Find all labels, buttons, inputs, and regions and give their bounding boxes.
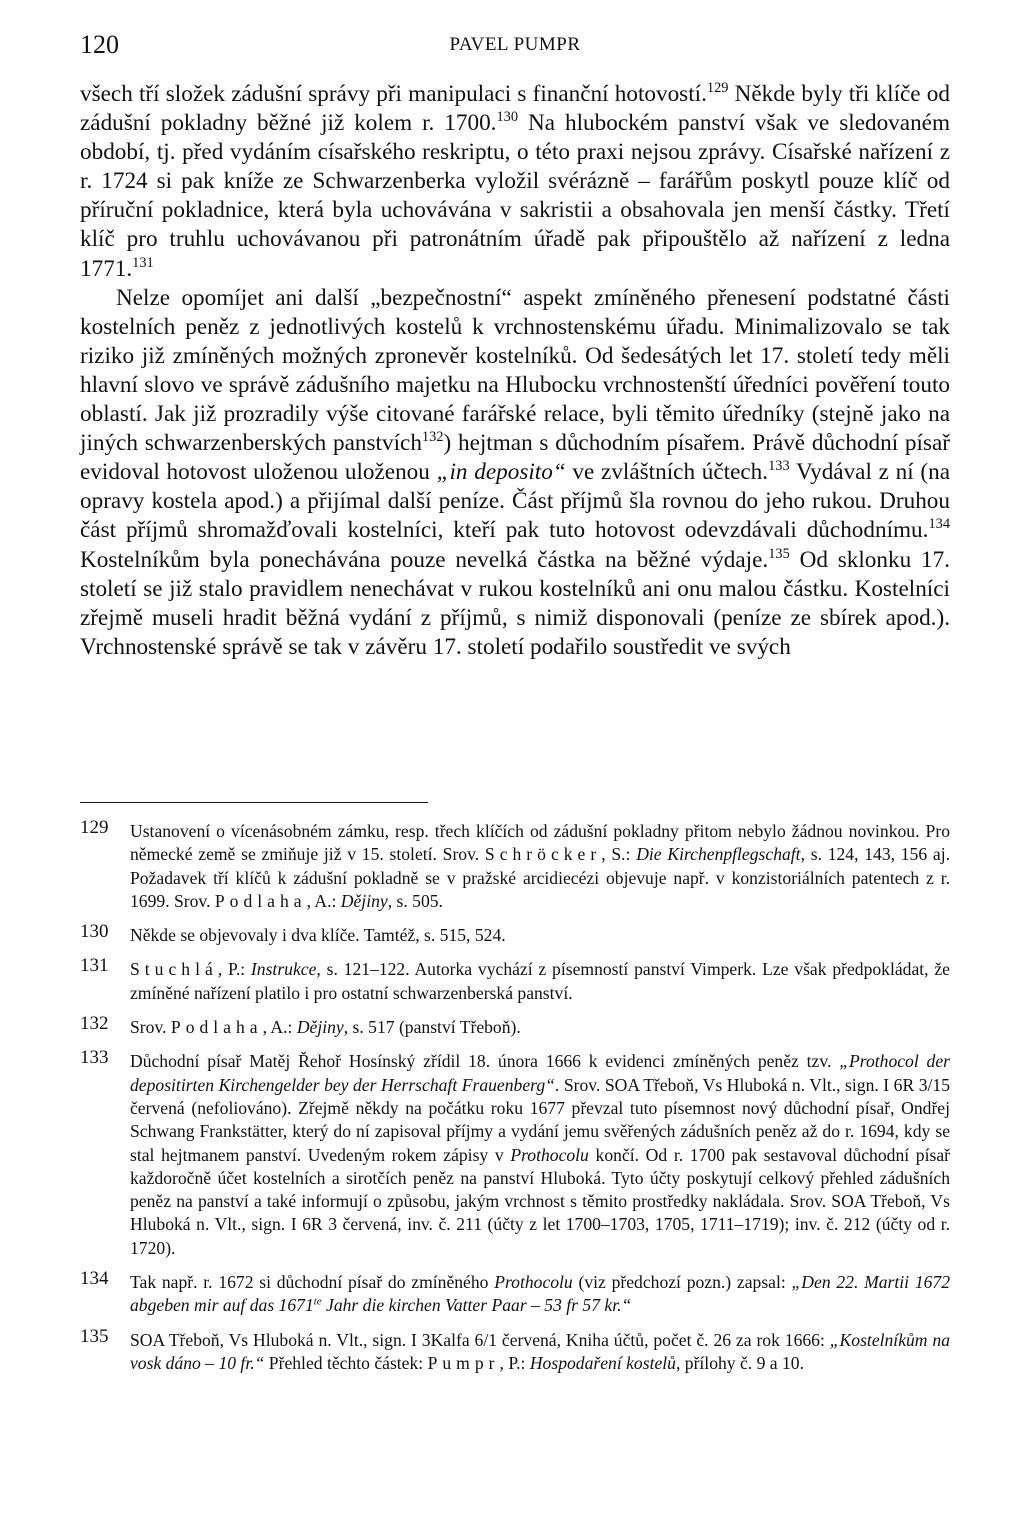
page-number: 120 (80, 30, 119, 59)
text-run: , A.: (306, 890, 341, 911)
text-run: Důchodní písař Matěj Řehoř Hosínský zřídil 18. února 1666 k evidenci zmíněných peněz tzv. (130, 1051, 840, 1072)
italic-quote: „Kostelníkům na vosk dáno – 10 fr.“ (130, 1329, 950, 1373)
footnote-ref: 134 (928, 516, 950, 533)
author-name: Pumpr (427, 1352, 500, 1373)
footnote-number: 133 (80, 1047, 109, 1069)
text-run: , přílohy č. 9 a 10. (675, 1352, 804, 1373)
text-run: Někde byly tři klíče od zádušní pokladny běžné již kolem r. 1700. (80, 81, 950, 137)
text-run: Někde se objevovaly i dva klíče. Tamtéž, s. 515, 524. (130, 925, 506, 946)
footnote-text (130, 958, 950, 1005)
body-text (80, 80, 950, 662)
footnote-ref: 133 (768, 458, 790, 475)
italic-title: „Prothocol der depositirten Kirchengelder bey der Herrschaft Frauenberg“ (130, 1051, 951, 1095)
text-run: Ustanovení o vícenásobném zámku, resp. třech klíčích od zádušní pokladny přitom nebylo žádnou novinkou. Pro německé země se zmiňuje již v 15. století. Srov. (130, 821, 950, 865)
text-run: , s. 124, 143, 156 aj. Požadavek tří klíčů k zádušní pokladně se v pražské arcidiecézi objevuje např. v konzistoriálních patentech z r. 1699. Srov. (130, 844, 950, 911)
italic-title: Prothocolu (494, 1272, 573, 1293)
text-run: Srov. (130, 1017, 171, 1038)
footnote-text (130, 1271, 950, 1318)
text-run: ) hejtman s důchodním písařem. Právě důchodní písař evidoval hotovost uloženou uloženou (80, 430, 950, 486)
italic-title: Die Kirchenpflegschaft (636, 844, 801, 865)
footnote-number: 131 (80, 955, 109, 977)
text-run: , P.: (217, 959, 251, 980)
footnote-number: 135 (80, 1325, 109, 1347)
author-name: Podlaha (170, 1017, 263, 1038)
text-run: Tak např. r. 1672 si důchodní písař do zmíněného (130, 1272, 495, 1293)
text-run: Nelze opomíjet ani další „bezpečnostní“ aspekt zmíněného přenesení podstatné části kostelních peněz z jednotlivých kostelů k vrchnostenskému úřadu. Minimalizovalo se tak riziko již zmíněných možných zpronevěr kostelníků. Od šedesátých let 17. století tedy měli hlavní slovo ve správě zádušního majetku na Hlubocku vrchnostenští úředníci pověření touto oblastí. Jak již prozradily výše citované farářské relace, byli těmito úředníky (stejně jako na jiných schwarzenberských panstvích (80, 284, 950, 457)
author-name: Schröcker (484, 844, 602, 865)
footnotes (80, 817, 951, 1386)
footnote-ref: 130 (496, 109, 519, 126)
footnote (80, 817, 950, 913)
footnote (80, 921, 950, 947)
italic-title: Dějiny (340, 890, 388, 911)
text-run: , s. 517 (panství Třeboň). (343, 1017, 521, 1038)
footnote (80, 1047, 951, 1260)
text-run: Přehled těchto částek: (264, 1352, 428, 1373)
footnote-number: 134 (80, 1268, 109, 1290)
text-run: Kostelníkům byla ponechávána pouze nevelká částka na běžné výdaje. (80, 546, 769, 573)
text-run: všech tří složek zádušní správy při manipulaci s finanční hotovostí. (80, 81, 707, 107)
footnote-text (130, 1016, 950, 1039)
text-run: . Srov. SOA Třeboň, Vs Hluboká n. Vlt., sign. I 6R 3/15 červená (nefoliováno). Zřejmě někdy na počátku roku 1677 převzal tuto písemnost nový důchodní písař, Ondřej Schwang Frankstätter, který do ní zapisoval příjmy a vydání jemu svěřených zádušních peněz až do r. 1694, kdy se stal hejtmanem panství. Uvedeným rokem zápisy v (130, 1074, 951, 1165)
text-run: , P.: (499, 1352, 530, 1373)
footnote-ref: 135 (768, 545, 790, 562)
text-run: Vydával z ní (na opravy kostela apod.) a přijímal další peníze. Část příjmů šla rovnou do jeho rukou. Druhou část příjmů shromažďovali kostelníci, kteří pak tuto hotovost odevzdávali důchodnímu. (80, 459, 951, 544)
text-run: ve zvláštních účtech. (565, 459, 769, 486)
superscript: te (313, 1295, 322, 1308)
text-run: , S.: (601, 844, 637, 865)
text-run: SOA Třeboň, Vs Hluboká n. Vlt., sign. I 3Kalfa 6/1 červená, Kniha účtů, počet č. 26 za rok 1666: (130, 1329, 830, 1350)
paragraph (80, 80, 950, 284)
footnote-ref: 129 (706, 80, 729, 97)
text-run: končí. Od r. 1700 pak sestavoval důchodní písař každoročně účet kostelních a sirotčích peněz na panství Hluboká. Tyto účty poskytují celkový přehled zádušních peněz na panství a také informují o způsobu, jakým vrchnost s těmito prostředky nakládala. Srov. SOA Třeboň, Vs Hluboká n. Vlt., sign. I 6R 3 červená, inv. č. 211 (účty z let 1700–1703, 1705, 1711–1719); inv. č. 212 (účty od r. 1720). (130, 1144, 950, 1258)
footnote-number: 130 (80, 921, 109, 943)
italic-title: Prothocolu (510, 1144, 589, 1165)
footnote-text (130, 820, 950, 913)
text-run: (viz předchozí pozn.) zapsal: (572, 1272, 792, 1293)
text-run: , s. 505. (387, 890, 443, 911)
paragraph (80, 284, 950, 662)
italic-title: Hospodaření kostelů (529, 1352, 676, 1373)
text-run: , A.: (262, 1017, 297, 1038)
author-name: Podlaha (214, 890, 307, 911)
footnote-ref: 132 (421, 429, 444, 446)
text-run: Na hlubockém panství však ve sledovaném období, tj. před vydáním císařského reskriptu, o této praxi nejsou zprávy. Císařské nařízení z r. 1724 si pak kníže ze Schwarzenberka vyložil svérázně – farářům poskytl pouze klíč od příruční pokladnice, která byla uchovávána v sakristii a obsahovala jen menší částky. Třetí klíč pro truhlu uchovávanou při patronátním úřadě pak připouštělo až nařízení z ledna 1771. (80, 110, 950, 282)
footnote-text (130, 1050, 950, 1260)
italic-quote: „Den 22. Martii 1672 abgeben mir auf das 1671 (130, 1272, 951, 1316)
italic-quote: Jahr die kirchen Vatter Paar – 53 fr 57 kr.“ (321, 1295, 632, 1316)
text-run: , s. 121–122. Autorka vychází z písemností panství Vimperk. Lze však předpokládat, že zmíněné nařízení platilo i pro ostatní schwarzenberská panství. (130, 959, 950, 1003)
italic-text: „in deposito“ (436, 459, 566, 486)
footnote-number: 129 (80, 817, 109, 838)
italic-title: Dějiny (296, 1017, 344, 1038)
text-run: Od sklonku 17. století se již stalo pravidlem nenechávat v rukou kostelníků ani onu malou částku. Kostelníci zřejmě museli hradit běžná vydání z příjmů, s nimiž disponovali (peníze ze sbírek apod.). Vrchnostenské správě se tak v závěru 17. století podařilo soustředit ve svých (80, 546, 950, 660)
footnote (80, 955, 950, 1005)
running-head: PAVEL PUMPR (449, 34, 581, 55)
footnote (80, 1013, 950, 1039)
footnote-text (130, 924, 950, 947)
page-header (80, 30, 950, 62)
footnote (80, 1268, 951, 1318)
footnote-number: 132 (80, 1013, 109, 1035)
italic-title: Instrukce (250, 959, 317, 980)
footnote-divider (80, 802, 428, 803)
author-name: Stuchlá (130, 959, 218, 980)
footnote (80, 1325, 950, 1376)
footnote-ref: 131 (132, 254, 154, 271)
footnote-text (130, 1329, 950, 1376)
